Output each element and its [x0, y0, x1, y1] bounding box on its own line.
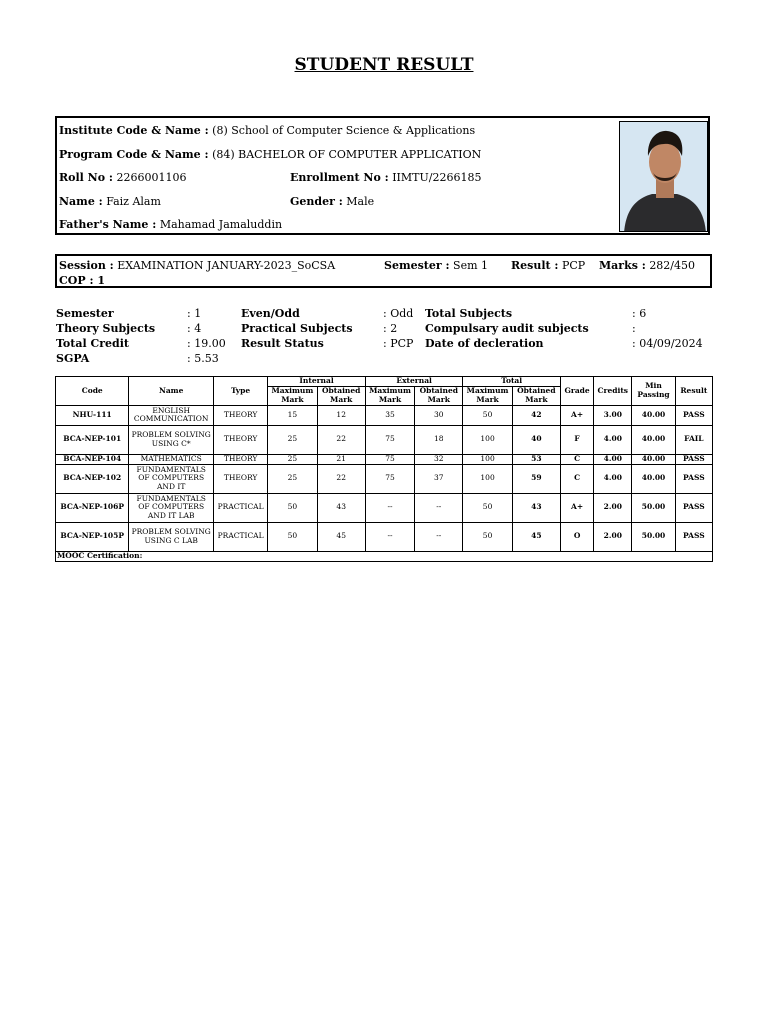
father-label: Father's Name : [59, 218, 157, 231]
cell-name: FUNDAMENTALS OF COMPUTERS AND IT [129, 464, 214, 493]
cell-type: THEORY [213, 464, 267, 493]
cell-code: BCA-NEP-102 [56, 464, 129, 493]
summary-sgpa-label: SGPA [56, 352, 90, 365]
cell-code: BCA-NEP-106P [56, 493, 129, 522]
header-credits: Credits [594, 377, 632, 406]
gender-label: Gender : [290, 195, 343, 208]
enrollment-row [290, 171, 481, 184]
cell-int-max: 50 [268, 522, 317, 551]
cell-result: PASS [675, 454, 712, 464]
cell-tot-max: 100 [463, 425, 512, 454]
summary-practical-label: Practical Subjects [241, 322, 353, 335]
cell-type: PRACTICAL [213, 522, 267, 551]
marks-value: 282/450 [649, 259, 696, 272]
header-ext-max: Maximum Mark [365, 386, 414, 405]
cell-min: 40.00 [632, 454, 675, 464]
summary-sgpa-value: : 5.53 [187, 352, 219, 365]
institute-label: Institute Code & Name : [59, 124, 209, 137]
header-tot-obt: Obtained Mark [512, 386, 560, 405]
cell-int-obt: 21 [317, 454, 365, 464]
cell-ext-max: 75 [365, 464, 414, 493]
session-box [55, 254, 712, 288]
cell-grade: A+ [561, 493, 594, 522]
cell-code: BCA-NEP-101 [56, 425, 129, 454]
header-result: Result [675, 377, 712, 406]
cell-tot-max: 100 [463, 464, 512, 493]
cell-int-obt: 12 [317, 405, 365, 425]
cell-code: NHU-111 [56, 405, 129, 425]
result-value: PCP [561, 259, 586, 272]
student-photo [619, 121, 708, 232]
cop-label: COP : 1 [59, 274, 105, 287]
semester-label: Semester : [384, 259, 450, 272]
cell-tot-obt: 42 [512, 405, 560, 425]
cell-credits: 2.00 [594, 493, 632, 522]
cell-tot-obt: 43 [512, 493, 560, 522]
header-code: Code [56, 377, 129, 406]
summary-decl-label: Date of decleration [425, 337, 544, 350]
summary-status-value: : PCP [383, 337, 414, 350]
cop-row [59, 274, 105, 287]
cell-result: PASS [675, 493, 712, 522]
cell-type: PRACTICAL [213, 493, 267, 522]
cell-int-max: 25 [268, 425, 317, 454]
semester-value: Sem 1 [453, 259, 489, 272]
cell-name: PROBLEM SOLVING USING C LAB [129, 522, 214, 551]
mooc-row [56, 551, 713, 561]
student-info-box [55, 116, 710, 235]
summary-semester-label: Semester [56, 307, 114, 320]
cell-ext-max: 75 [365, 425, 414, 454]
program-label: Program Code & Name : [59, 148, 209, 161]
cell-ext-obt: 18 [415, 425, 463, 454]
cell-min: 50.00 [632, 493, 675, 522]
roll-label: Roll No : [59, 171, 113, 184]
header-internal: Internal [268, 377, 366, 387]
cell-int-max: 25 [268, 464, 317, 493]
cell-tot-obt: 59 [512, 464, 560, 493]
cell-tot-obt: 45 [512, 522, 560, 551]
header-ext-obt: Obtained Mark [415, 386, 463, 405]
header-external: External [365, 377, 463, 387]
cell-int-obt: 22 [317, 464, 365, 493]
cell-tot-obt: 40 [512, 425, 560, 454]
header-min-passing: Min Passing [632, 377, 675, 406]
cell-ext-max: -- [365, 493, 414, 522]
cell-name: FUNDAMENTALS OF COMPUTERS AND IT LAB [129, 493, 214, 522]
session-label: Session : [59, 259, 114, 272]
table-row [56, 522, 713, 551]
cell-result: PASS [675, 405, 712, 425]
cell-ext-max: 35 [365, 405, 414, 425]
cell-int-max: 15 [268, 405, 317, 425]
marks-label: Marks : [599, 259, 646, 272]
cell-ext-max: -- [365, 522, 414, 551]
summary-total-subjects-label: Total Subjects [425, 307, 513, 320]
header-tot-max: Maximum Mark [463, 386, 512, 405]
cell-name: PROBLEM SOLVING USING C* [129, 425, 214, 454]
roll-row [59, 171, 186, 184]
cell-credits: 4.00 [594, 454, 632, 464]
program-row [59, 148, 481, 161]
cell-ext-obt: -- [415, 522, 463, 551]
summary-credit-label: Total Credit [56, 337, 129, 350]
table-row [56, 464, 713, 493]
cell-grade: A+ [561, 405, 594, 425]
cell-ext-obt: -- [415, 493, 463, 522]
cell-name: ENGLISH COMMUNICATION [129, 405, 214, 425]
summary-decl-value: : 04/09/2024 [632, 337, 703, 350]
cell-min: 40.00 [632, 464, 675, 493]
cell-credits: 2.00 [594, 522, 632, 551]
result-row [511, 259, 585, 272]
summary-semester-value: : 1 [187, 307, 202, 320]
cell-grade: C [561, 454, 594, 464]
table-row [56, 425, 713, 454]
summary-audit-label: Compulsary audit subjects [425, 322, 589, 335]
summary-evenodd-label: Even/Odd [241, 307, 300, 320]
institute-row [59, 124, 475, 137]
cell-result: FAIL [675, 425, 712, 454]
header-int-obt: Obtained Mark [317, 386, 365, 405]
enrollment-value: IIMTU/2266185 [392, 171, 482, 184]
summary-credit-value: : 19.00 [187, 337, 226, 350]
cell-tot-max: 50 [463, 493, 512, 522]
cell-min: 40.00 [632, 425, 675, 454]
roll-value: 2266001106 [116, 171, 187, 184]
header-total: Total [463, 377, 561, 387]
cell-type: THEORY [213, 425, 267, 454]
summary-theory-label: Theory Subjects [56, 322, 156, 335]
session-row [59, 259, 335, 272]
cell-grade: F [561, 425, 594, 454]
enrollment-label: Enrollment No : [290, 171, 389, 184]
cell-ext-max: 75 [365, 454, 414, 464]
header-grade: Grade [561, 377, 594, 406]
cell-int-max: 25 [268, 454, 317, 464]
cell-grade: C [561, 464, 594, 493]
cell-ext-obt: 37 [415, 464, 463, 493]
table-row [56, 493, 713, 522]
cell-min: 50.00 [632, 522, 675, 551]
cell-type: THEORY [213, 405, 267, 425]
mooc-certification-label: MOOC Certification: [56, 551, 713, 561]
header-name: Name [129, 377, 214, 406]
gender-row [290, 195, 374, 208]
table-row [56, 454, 713, 464]
cell-tot-obt: 53 [512, 454, 560, 464]
cell-ext-obt: 30 [415, 405, 463, 425]
name-value: Faiz Alam [106, 195, 161, 208]
program-value: (84) BACHELOR OF COMPUTER APPLICATION [212, 148, 482, 161]
cell-int-obt: 45 [317, 522, 365, 551]
summary-evenodd-value: : Odd [383, 307, 414, 320]
cell-int-max: 50 [268, 493, 317, 522]
results-table [55, 376, 713, 562]
semester-row [384, 259, 488, 272]
cell-credits: 4.00 [594, 464, 632, 493]
cell-grade: O [561, 522, 594, 551]
name-row [59, 195, 161, 208]
page-title: STUDENT RESULT [294, 55, 474, 75]
cell-credits: 4.00 [594, 425, 632, 454]
cell-credits: 3.00 [594, 405, 632, 425]
cell-tot-max: 50 [463, 522, 512, 551]
cell-min: 40.00 [632, 405, 675, 425]
marks-row [599, 259, 695, 272]
cell-tot-max: 50 [463, 405, 512, 425]
cell-tot-max: 100 [463, 454, 512, 464]
name-label: Name : [59, 195, 103, 208]
summary-total-subjects-value: : 6 [632, 307, 647, 320]
cell-code: BCA-NEP-104 [56, 454, 129, 464]
cell-name: MATHEMATICS [129, 454, 214, 464]
result-label: Result : [511, 259, 559, 272]
cell-type: THEORY [213, 454, 267, 464]
institute-value: (8) School of Computer Science & Applications [212, 124, 476, 137]
cell-result: PASS [675, 464, 712, 493]
student-photo-image [620, 122, 708, 232]
table-row [56, 405, 713, 425]
gender-value: Male [346, 195, 375, 208]
father-row [59, 218, 282, 231]
header-type: Type [213, 377, 267, 406]
cell-code: BCA-NEP-105P [56, 522, 129, 551]
summary-theory-value: : 4 [187, 322, 202, 335]
cell-int-obt: 22 [317, 425, 365, 454]
summary-practical-value: : 2 [383, 322, 398, 335]
session-value: EXAMINATION JANUARY-2023_SoCSA [117, 259, 336, 272]
cell-int-obt: 43 [317, 493, 365, 522]
summary-audit-value: : [632, 322, 636, 335]
summary-status-label: Result Status [241, 337, 324, 350]
cell-ext-obt: 32 [415, 454, 463, 464]
header-int-max: Maximum Mark [268, 386, 317, 405]
cell-result: PASS [675, 522, 712, 551]
father-value: Mahamad Jamaluddin [159, 218, 283, 231]
